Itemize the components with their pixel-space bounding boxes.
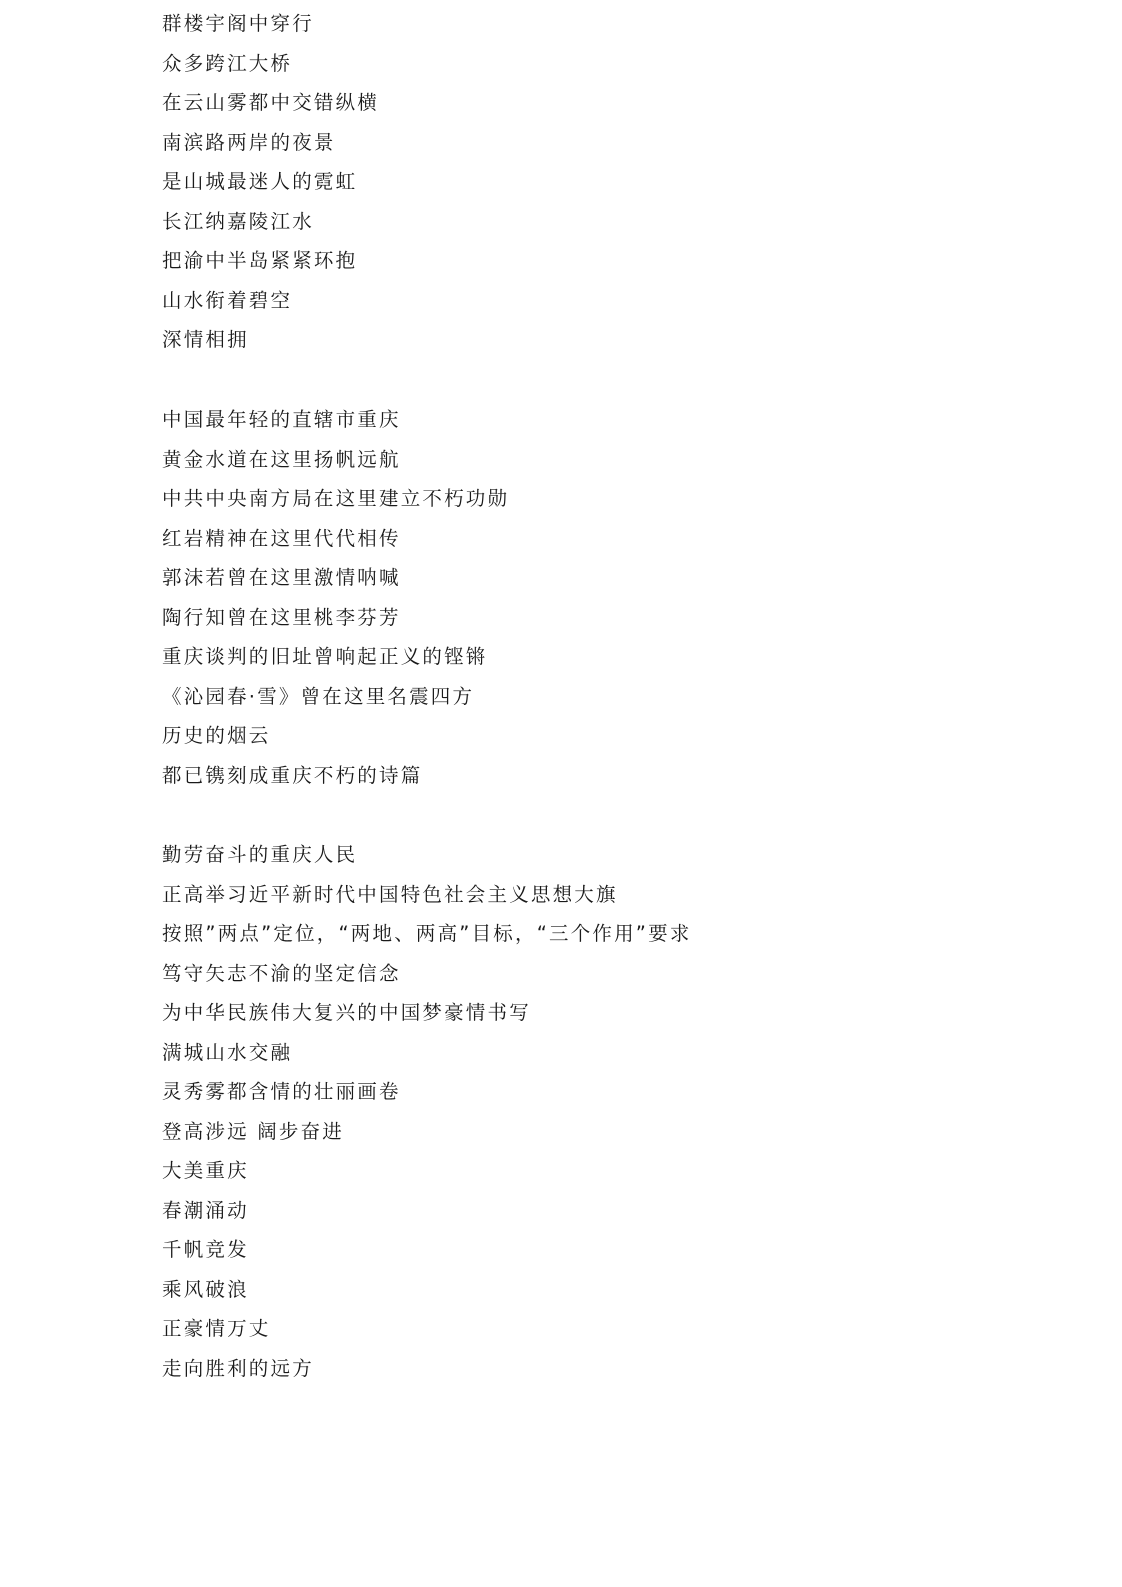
poem-line: 历史的烟云: [162, 724, 271, 747]
poem-line: 都已镌刻成重庆不朽的诗篇: [162, 763, 423, 787]
poem-line: 正高举习近平新时代中国特色社会主义思想大旗: [162, 882, 618, 906]
poem-line: 为中华民族伟大复兴的中国梦豪情书写: [162, 1001, 531, 1024]
poem-line: 把渝中半岛紧紧环抱: [162, 249, 358, 272]
poem-line: 长江纳嘉陵江水: [162, 209, 314, 233]
poem-line: 南滨路两岸的夜景: [162, 130, 336, 154]
poem-line: 春潮涌动: [162, 1198, 249, 1222]
poem-line: 在云山雾都中交错纵横: [162, 91, 380, 114]
poem-line: 郭沫若曾在这里激情呐喊: [162, 566, 401, 589]
poem-line: 红岩精神在这里代代相传: [162, 526, 401, 550]
poem-line: 正豪情万丈: [162, 1317, 271, 1340]
poem-line: 灵秀雾都含情的壮丽画卷: [162, 1080, 401, 1103]
poem-line: 《沁园春·雪》曾在这里名震四方: [162, 684, 475, 708]
poem-stanza: [162, 4, 379, 360]
poem-line: 黄金水道在这里扬帆远航: [162, 447, 401, 471]
poem-line: 笃守矢志不渝的坚定信念: [162, 961, 401, 985]
poem-line: 群楼宇阁中穿行: [162, 12, 314, 35]
poem-stanza: [162, 400, 509, 795]
poem-line: 千帆竞发: [162, 1238, 249, 1261]
poem-line: 乘风破浪: [162, 1277, 249, 1301]
poem-line: 深情相拥: [162, 328, 249, 351]
poem-line: 陶行知曾在这里桃李芬芳: [162, 605, 401, 629]
poem-line: 中共中央南方局在这里建立不朽功勋: [162, 487, 510, 510]
poem-line: 大美重庆: [162, 1159, 249, 1182]
poem-line: 中国最年轻的直辖市重庆: [162, 408, 401, 431]
poem-line: 登高涉远 阔步奋进: [162, 1119, 344, 1143]
poem-line: 山水衔着碧空: [162, 288, 293, 312]
poem-line: 勤劳奋斗的重庆人民: [162, 843, 358, 866]
poem-line: 是山城最迷人的霓虹: [162, 170, 358, 193]
poem-line: 满城山水交融: [162, 1040, 293, 1064]
poem-line: 重庆谈判的旧址曾响起正义的铿锵: [162, 645, 488, 668]
poem-stanza: [162, 835, 692, 1388]
poem-line: 按照”两点”定位，“两地、两高”目标，“三个作用”要求: [162, 922, 692, 945]
poem-line: 众多跨江大桥: [162, 51, 293, 75]
poem-line: 走向胜利的远方: [162, 1356, 314, 1380]
